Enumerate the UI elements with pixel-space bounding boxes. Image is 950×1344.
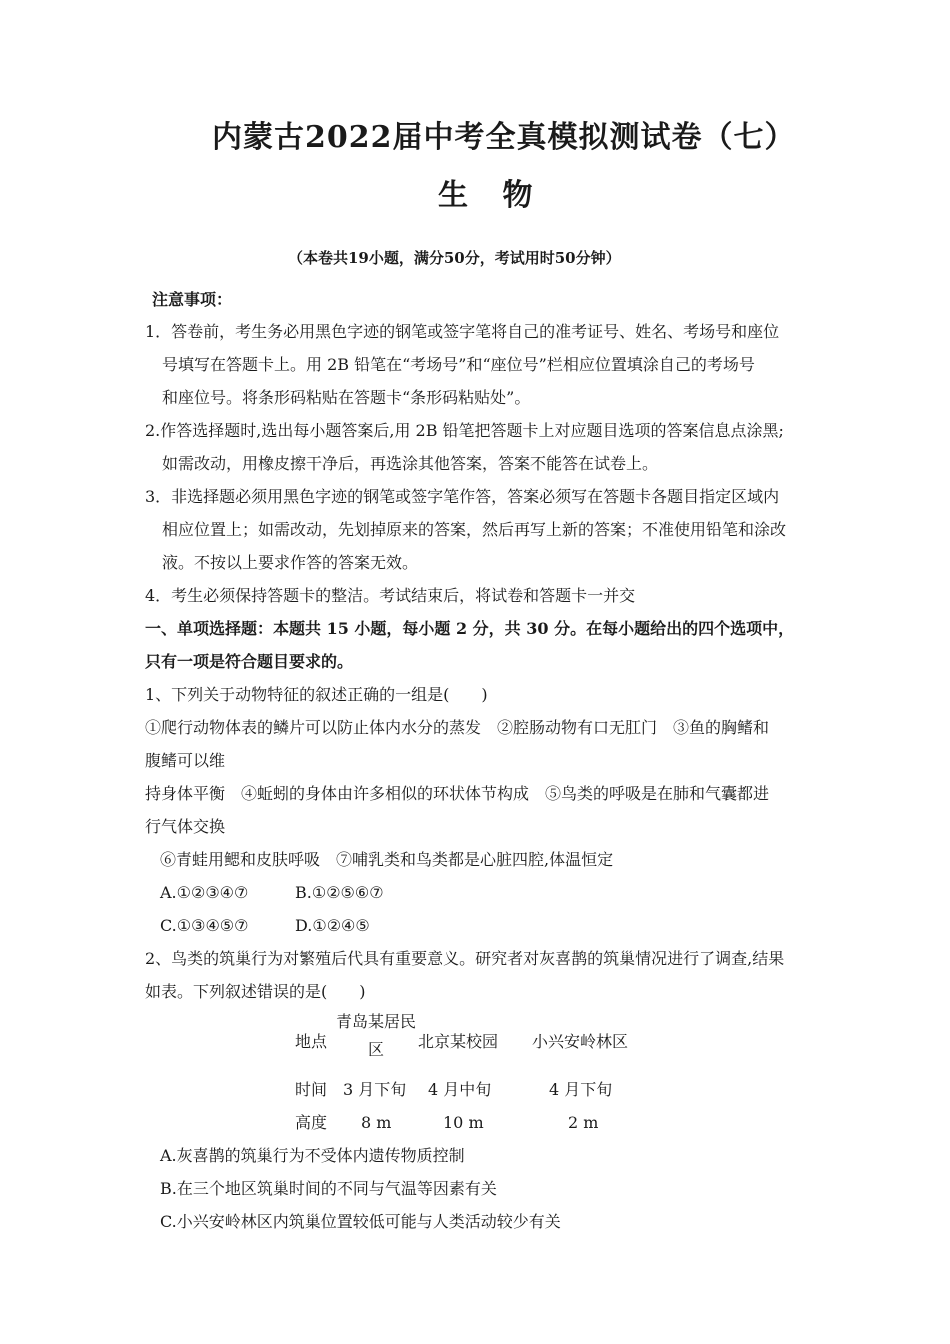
- instruction-2-line-1: 2.作答选择题时,选出每小题答案后,用 2B 铅笔把答题卡上对应题目选项的答案信息点涂黑;: [145, 421, 784, 440]
- table-cell-place-1-line-1: 青岛某居民: [335, 1012, 416, 1031]
- subject-title: 生 物: [438, 178, 545, 213]
- instructions-heading: 注意事项：: [152, 290, 233, 309]
- table-cell-place-1: [330, 1012, 422, 1060]
- question-2-stem-line-2: 如表。下列叙述错误的是( ): [145, 982, 366, 1001]
- exam-info-note: （本卷共19小题，满分50分，考试用时50分钟）: [288, 249, 621, 267]
- section-1-heading-cont: 只有一项是符合题目要求的。: [145, 652, 354, 671]
- table-row-label-place: 地点: [295, 1032, 328, 1051]
- exam-title: 内蒙古2022届中考全真模拟测试卷（七）: [212, 120, 796, 155]
- question-1-statement-line-4: 行气体交换: [145, 817, 226, 836]
- table-row-label-time: 时间: [295, 1080, 328, 1099]
- table-cell-place-3: 小兴安岭林区: [532, 1032, 629, 1051]
- instruction-1-line-3: 和座位号。将条形码粘贴在答题卡“条形码粘贴处”。: [162, 388, 531, 407]
- instruction-2-line-2: 如需改动，用橡皮擦干净后，再选涂其他答案，答案不能答在试卷上。: [162, 454, 659, 473]
- table-cell-height-3: 2 m: [568, 1113, 599, 1132]
- question-1-option-d: D.①②④⑤: [295, 916, 370, 935]
- question-1-statement-line-2: 腹鳍可以维: [145, 751, 226, 770]
- table-row-label-height: 高度: [295, 1113, 328, 1132]
- question-2-stem-line-1: 2、鸟类的筑巢行为对繁殖后代具有重要意义。研究者对灰喜鹊的筑巢情况进行了调查,结果: [145, 949, 785, 968]
- table-cell-height-2: 10 m: [443, 1113, 484, 1132]
- question-1-stem: 1、下列关于动物特征的叙述正确的一组是( ): [145, 685, 488, 704]
- question-1-statement-line-5: ⑥青蛙用鳃和皮肤呼吸 ⑦哺乳类和鸟类都是心脏四腔,体温恒定: [160, 850, 614, 869]
- table-cell-time-2: 4 月中旬: [428, 1080, 492, 1099]
- instruction-3-line-3: 液。不按以上要求作答的答案无效。: [162, 553, 419, 572]
- question-2-option-c: C.小兴安岭林区内筑巢位置较低可能与人类活动较少有关: [160, 1212, 561, 1231]
- question-2-option-a: A.灰喜鹊的筑巢行为不受体内遗传物质控制: [160, 1146, 465, 1165]
- section-1-heading: 一、单项选择题：本题共 15 小题，每小题 2 分，共 30 分。在每小题给出的四个选项中，: [145, 619, 795, 638]
- table-cell-height-1: 8 m: [361, 1113, 392, 1132]
- table-cell-place-2: 北京某校园: [418, 1032, 499, 1051]
- table-cell-time-3: 4 月下旬: [549, 1080, 613, 1099]
- question-2-option-b: B.在三个地区筑巢时间的不同与气温等因素有关: [160, 1179, 497, 1198]
- question-1-option-a: A.①②③④⑦: [160, 883, 249, 902]
- table-cell-time-1: 3 月下旬: [343, 1080, 407, 1099]
- instruction-3-line-1: 3．非选择题必须用黑色字迹的钢笔或签字笔作答，答案必须写在答题卡各题目指定区域内: [145, 487, 780, 506]
- instruction-3-line-2: 相应位置上；如需改动，先划掉原来的答案，然后再写上新的答案；不准使用铅笔和涂改: [162, 520, 787, 539]
- instruction-1-line-2: 号填写在答题卡上。用 2B 铅笔在“考场号”和“座位号”栏相应位置填涂自己的考场号: [162, 355, 755, 374]
- question-1-statement-line-3: 持身体平衡 ④蚯蚓的身体由许多相似的环状体节构成 ⑤鸟类的呼吸是在肺和气囊都进: [145, 784, 770, 803]
- question-1-option-b: B.①②⑤⑥⑦: [295, 883, 384, 902]
- question-1-option-c: C.①③④⑤⑦: [160, 916, 249, 935]
- instruction-1-line-1: 1．答卷前，考生务必用黑色字迹的钢笔或签字笔将自己的准考证号、姓名、考场号和座位: [145, 322, 780, 341]
- table-cell-place-1-line-2: 区: [367, 1040, 384, 1059]
- instruction-4: 4．考生必须保持答题卡的整洁。考试结束后，将试卷和答题卡一并交: [145, 586, 636, 605]
- question-1-statement-line-1: ①爬行动物体表的鳞片可以防止体内水分的蒸发 ②腔肠动物有口无肛门 ③鱼的胸鳍和: [145, 718, 770, 737]
